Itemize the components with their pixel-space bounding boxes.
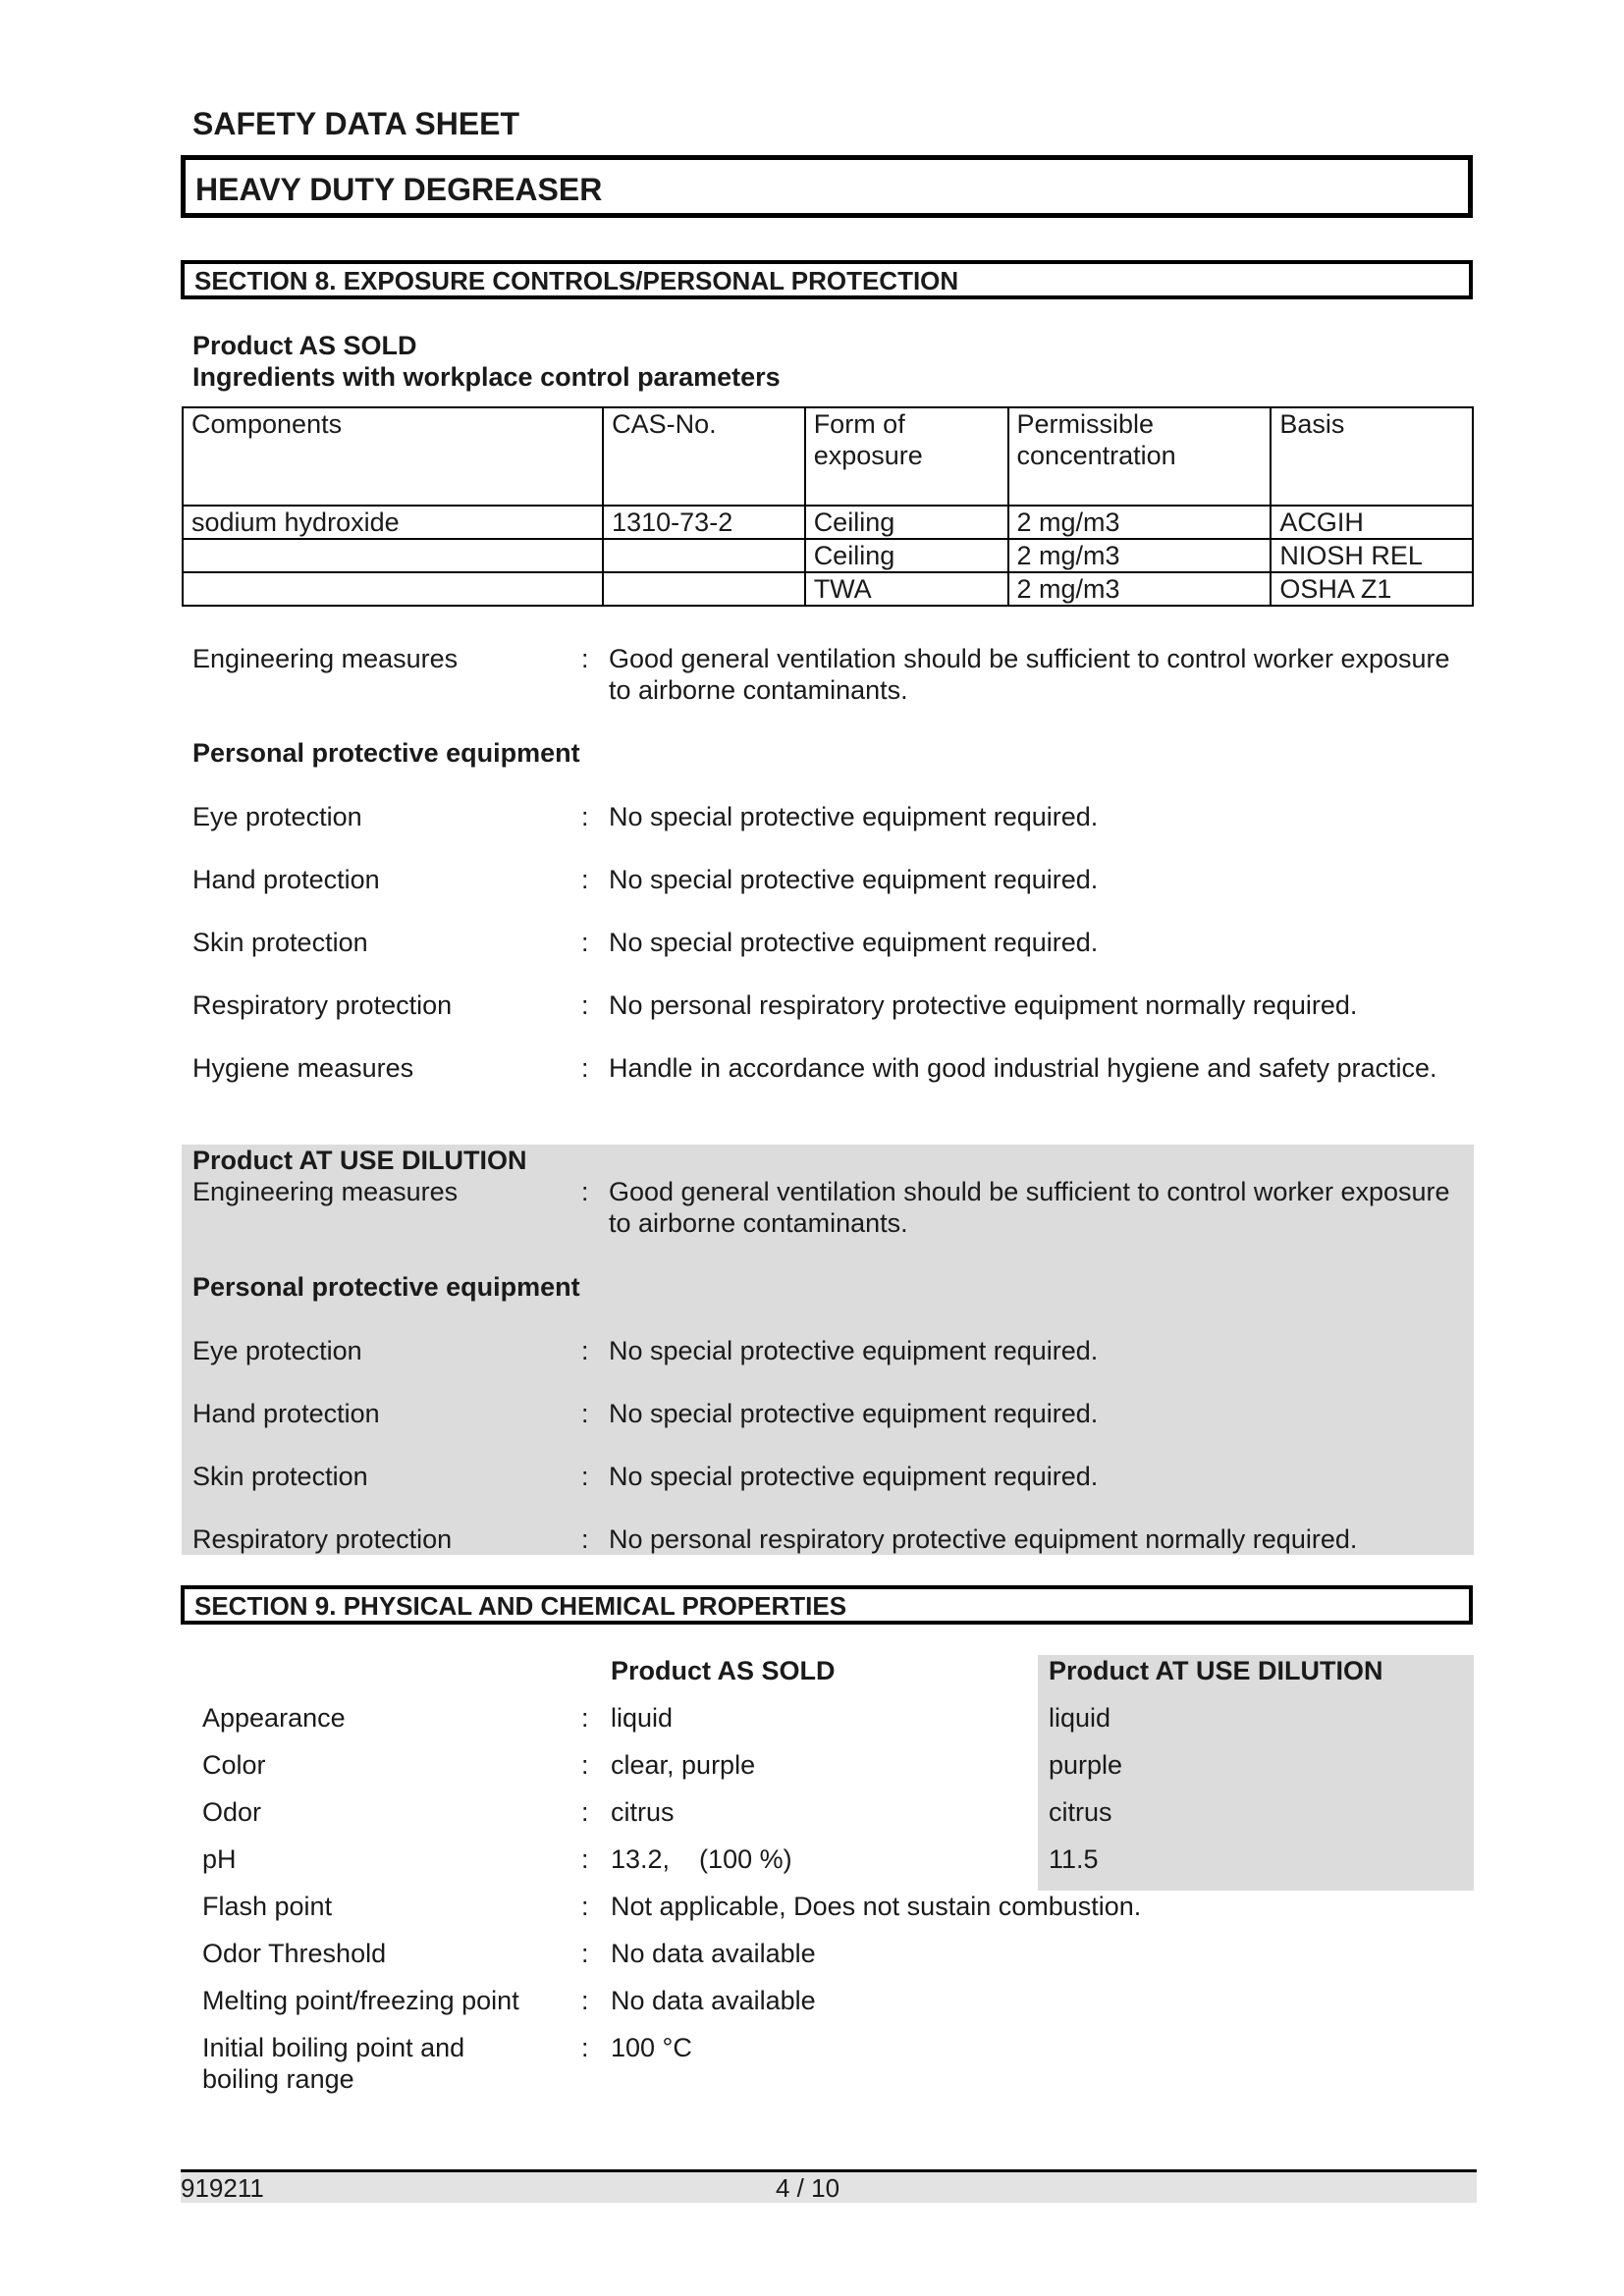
table-cell: 1310-73-2 xyxy=(603,506,805,539)
field-colon: : xyxy=(581,1053,589,1083)
table-row xyxy=(183,572,1473,606)
engineering-measures-label: Engineering measures xyxy=(192,644,459,673)
respiratory-protection-label: Respiratory protection xyxy=(192,1524,453,1554)
field-colon: : xyxy=(581,1892,589,1921)
hand-protection-label: Hand protection xyxy=(192,865,380,894)
table-header-cell: Form of exposure xyxy=(805,407,1008,506)
page-number: 4 / 10 xyxy=(776,2173,840,2203)
skin-protection-label: Skin protection xyxy=(192,1462,368,1491)
field-colon: : xyxy=(581,1986,589,2015)
property-label: Odor Threshold xyxy=(202,1939,387,1968)
property-as-sold-value: No data available xyxy=(611,1939,816,1968)
table-cell: sodium hydroxide xyxy=(183,506,603,539)
table-header-row xyxy=(183,407,1473,506)
table-cell xyxy=(183,572,603,606)
skin-protection-value: No special protective equipment required. xyxy=(609,1462,1099,1491)
table-cell: 2 mg/m3 xyxy=(1008,539,1272,572)
property-as-sold-value: 13.2, (100 %) xyxy=(611,1844,792,1874)
field-colon: : xyxy=(581,1939,589,1968)
property-label: Color xyxy=(202,1750,266,1780)
eye-protection-label: Eye protection xyxy=(192,802,362,831)
property-label: pH xyxy=(202,1844,237,1874)
field-colon: : xyxy=(581,1844,589,1874)
ppe-heading: Personal protective equipment xyxy=(192,738,580,768)
hygiene-measures-value: Handle in accordance with good industrial hygiene and safety practice. xyxy=(609,1053,1437,1083)
table-cell: 2 mg/m3 xyxy=(1008,572,1272,606)
skin-protection-value: No special protective equipment required. xyxy=(609,928,1099,957)
hand-protection-value: No special protective equipment required. xyxy=(609,1399,1099,1428)
ppe-heading: Personal protective equipment xyxy=(192,1272,580,1302)
field-colon: : xyxy=(581,928,589,957)
section-8-title: SECTION 8. EXPOSURE CONTROLS/PERSONAL PROTECTION xyxy=(181,260,1473,299)
table-cell xyxy=(603,539,805,572)
engineering-measures-value: Good general ventilation should be sufficient to control worker exposure to airborne contaminants. xyxy=(609,644,1450,705)
field-colon: : xyxy=(581,1462,589,1491)
eye-protection-value: No special protective equipment required. xyxy=(609,802,1099,831)
property-at-use-value: 11.5 xyxy=(1049,1844,1099,1874)
property-at-use-value: liquid xyxy=(1049,1703,1111,1733)
engineering-measures-label: Engineering measures xyxy=(192,1177,459,1206)
eye-protection-label: Eye protection xyxy=(192,1336,362,1365)
field-colon: : xyxy=(581,1524,589,1554)
table-row xyxy=(183,539,1473,572)
table-header-cell: Components xyxy=(183,407,603,506)
table-cell: ACGIH xyxy=(1271,506,1473,539)
at-use-heading: Product AT USE DILUTION xyxy=(192,1146,527,1175)
field-colon: : xyxy=(581,1177,589,1206)
table-cell: OSHA Z1 xyxy=(1271,572,1473,606)
document-title: SAFETY DATA SHEET xyxy=(192,106,520,141)
table-row xyxy=(183,506,1473,539)
eye-protection-value: No special protective equipment required. xyxy=(609,1336,1099,1365)
field-colon: : xyxy=(581,644,589,673)
property-label: Melting point/freezing point xyxy=(202,1986,519,2015)
property-label: Initial boiling point and boiling range xyxy=(202,2033,465,2094)
property-label: Flash point xyxy=(202,1892,333,1921)
property-as-sold-value: Not applicable, Does not sustain combustion. xyxy=(611,1892,1142,1921)
table-cell xyxy=(183,539,603,572)
property-at-use-value: purple xyxy=(1049,1750,1123,1780)
hand-protection-value: No special protective equipment required. xyxy=(609,865,1099,894)
hygiene-measures-label: Hygiene measures xyxy=(192,1053,414,1083)
property-label: Odor xyxy=(202,1797,262,1827)
property-as-sold-value: clear, purple xyxy=(611,1750,756,1780)
table-cell: TWA xyxy=(805,572,1008,606)
property-as-sold-value: No data available xyxy=(611,1986,816,2015)
table-cell: Ceiling xyxy=(805,506,1008,539)
field-colon: : xyxy=(581,1399,589,1428)
field-colon: : xyxy=(581,1750,589,1780)
property-as-sold-value: liquid xyxy=(611,1703,674,1733)
respiratory-protection-value: No personal respiratory protective equipment normally required. xyxy=(609,1524,1358,1554)
respiratory-protection-value: No personal respiratory protective equipment normally required. xyxy=(609,990,1358,1020)
respiratory-protection-label: Respiratory protection xyxy=(192,990,453,1020)
as-sold-heading: Product AS SOLD xyxy=(192,331,417,360)
table-cell: 2 mg/m3 xyxy=(1008,506,1272,539)
as-sold-column-header: Product AS SOLD xyxy=(611,1656,836,1685)
field-colon: : xyxy=(581,2033,589,2062)
ingredients-table xyxy=(182,406,1474,607)
property-label: Appearance xyxy=(202,1703,346,1733)
section-9-title: SECTION 9. PHYSICAL AND CHEMICAL PROPERTIES xyxy=(181,1585,1473,1625)
field-colon: : xyxy=(581,990,589,1020)
skin-protection-label: Skin protection xyxy=(192,928,368,957)
field-colon: : xyxy=(581,865,589,894)
property-as-sold-value: 100 °C xyxy=(611,2033,692,2062)
table-header-cell: CAS-No. xyxy=(603,407,805,506)
table-cell: NIOSH REL xyxy=(1271,539,1473,572)
field-colon: : xyxy=(581,802,589,831)
table-header-cell: Basis xyxy=(1271,407,1473,506)
hand-protection-label: Hand protection xyxy=(192,1399,380,1428)
property-at-use-value: citrus xyxy=(1049,1797,1112,1827)
field-colon: : xyxy=(581,1797,589,1827)
at-use-column-header: Product AT USE DILUTION xyxy=(1049,1656,1383,1685)
table-cell: Ceiling xyxy=(805,539,1008,572)
product-name: HEAVY DUTY DEGREASER xyxy=(181,155,1473,218)
table-header-cell: Permissible concentration xyxy=(1008,407,1272,506)
property-as-sold-value: citrus xyxy=(611,1797,675,1827)
table-cell xyxy=(603,572,805,606)
field-colon: : xyxy=(581,1336,589,1365)
field-colon: : xyxy=(581,1703,589,1733)
ingredients-heading: Ingredients with workplace control parameters xyxy=(192,362,781,392)
engineering-measures-value: Good general ventilation should be sufficient to control worker exposure to airborne contaminants. xyxy=(609,1177,1450,1238)
document-number: 919211 xyxy=(181,2173,264,2203)
